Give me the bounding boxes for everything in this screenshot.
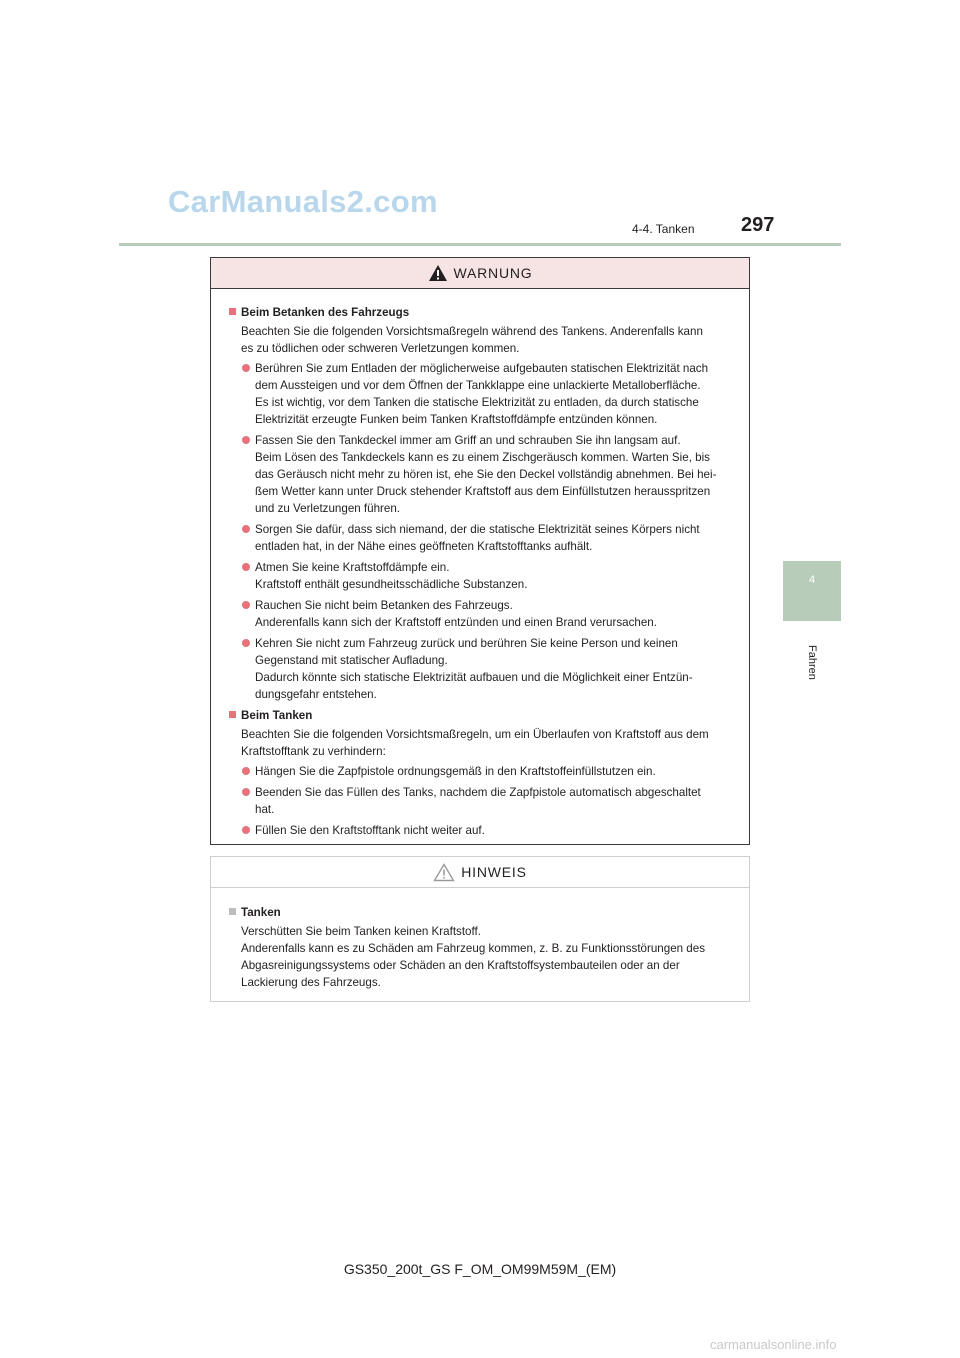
text-line: dungsgefahr entstehen. — [255, 688, 377, 701]
round-bullet-icon — [242, 525, 250, 533]
warning-title: WARNUNG — [453, 265, 533, 281]
warning-body — [211, 289, 749, 839]
round-bullet-icon — [242, 826, 250, 834]
text-line: Es ist wichtig, vor dem Tanken die statische Elektrizität zu entladen, da durch statische — [255, 396, 699, 409]
warning-intro — [229, 726, 743, 760]
round-bullet-icon — [242, 364, 250, 372]
text-line: dem Aussteigen und vor dem Öffnen der Tankklappe eine unlackierte Metalloberfläche. — [255, 379, 701, 392]
round-bullet-icon — [242, 436, 250, 444]
warning-bullet-item — [229, 597, 743, 631]
round-bullet-icon — [242, 601, 250, 609]
text-line: ßem Wetter kann unter Druck stehender Kraftstoff aus dem Einfüllstutzen herausspritzen — [255, 485, 711, 498]
text-line: Beenden Sie das Füllen des Tanks, nachdem die Zapfpistole automatisch abgeschaltet — [255, 786, 701, 799]
notice-heading: Tanken — [229, 904, 743, 921]
text-line: Anderenfalls kann sich der Kraftstoff entzünden und einen Brand verursachen. — [255, 616, 657, 629]
text-line: Beachten Sie die folgenden Vorsichtsmaßregeln während des Tankens. Anderenfalls kann — [241, 325, 703, 338]
notice-header — [211, 857, 749, 888]
chapter-number: 4 — [808, 574, 816, 586]
text-line: Hängen Sie die Zapfpistole ordnungsgemäß in den Kraftstoffeinfüllstutzen ein. — [255, 765, 656, 778]
round-bullet-icon — [242, 788, 250, 796]
square-bullet-icon — [229, 908, 236, 915]
warning-bullet-item — [229, 432, 743, 517]
watermark: carmanualsonline.info — [710, 1337, 837, 1352]
square-bullet-icon — [229, 308, 236, 315]
text-line: Elektrizität erzeugte Funken beim Tanken Kraftstoffdämpfe entzünden können. — [255, 413, 658, 426]
warning-bullet-item — [229, 360, 743, 428]
square-bullet-icon — [229, 711, 236, 718]
chapter-label: Fahren — [806, 645, 818, 680]
text-line: Gegenstand mit statischer Aufladung. — [255, 654, 448, 667]
round-bullet-icon — [242, 767, 250, 775]
text-line: Fassen Sie den Tankdeckel immer am Griff an und schrauben Sie ihn langsam auf. — [255, 434, 681, 447]
warning-box — [210, 257, 750, 845]
text-line: Dadurch könnte sich statische Elektrizität aufbauen und die Möglichkeit einer Entzün- — [255, 671, 693, 684]
text-line: Berühren Sie zum Entladen der möglicherweise aufgebauten statischen Elektrizität nach — [255, 362, 709, 375]
round-bullet-icon — [242, 563, 250, 571]
text-line: hat. — [255, 803, 275, 816]
text-line: Beachten Sie die folgenden Vorsichtsmaßregeln, um ein Überlaufen von Kraftstoff aus dem — [241, 728, 709, 741]
document-code: GS350_200t_GS F_OM_OM99M59M_(EM) — [343, 1261, 617, 1277]
warning-header — [211, 258, 749, 289]
text-line: Atmen Sie keine Kraftstoffdämpfe ein. — [255, 561, 450, 574]
header-rule — [119, 243, 841, 246]
text-line: Kraftstoff enthält gesundheitsschädliche Substanzen. — [255, 578, 528, 591]
page-number: 297 — [741, 214, 775, 236]
notice-body — [211, 888, 749, 991]
text-line: das Geräusch nicht mehr zu hören ist, ehe Sie den Deckel vollständig abnehmen. Bei hei- — [255, 468, 717, 481]
text-line: Kehren Sie nicht zum Fahrzeug zurück und berühren Sie keine Person und keinen — [255, 637, 678, 650]
warning-bullet-item — [229, 521, 743, 555]
warning-intro — [229, 323, 743, 357]
site-logo: CarManuals2.com — [168, 184, 438, 219]
text-line: Beim Lösen des Tankdeckels kann es zu einem Zischgeräusch kommen. Warten Sie, bis — [255, 451, 710, 464]
warning-section-heading: Beim Betanken des Fahrzeugs — [229, 304, 743, 321]
text-line: Verschütten Sie beim Tanken keinen Kraftstoff. — [241, 925, 481, 938]
warning-bullet-item — [229, 784, 743, 818]
text-line: Sorgen Sie dafür, dass sich niemand, der die statische Elektrizität seines Körpers nicht — [255, 523, 700, 536]
warning-bullet-item — [229, 822, 743, 839]
text-line: Lackierung des Fahrzeugs. — [241, 976, 381, 989]
text-line: Anderenfalls kann es zu Schäden am Fahrzeug kommen, z. B. zu Funktionsstörungen des — [241, 942, 706, 955]
warning-section-heading: Beim Tanken — [229, 707, 743, 724]
text-line: es zu tödlichen oder schweren Verletzungen kommen. — [241, 342, 520, 355]
text-line: Füllen Sie den Kraftstofftank nicht weiter auf. — [255, 824, 485, 837]
section-title: 4-4. Tanken — [632, 222, 695, 236]
round-bullet-icon — [242, 639, 250, 647]
warning-triangle-icon — [428, 264, 448, 282]
text-line: Abgasreinigungssystems oder Schäden an den Kraftstoffsystembauteilen oder an der — [241, 959, 680, 972]
warning-bullet-item — [229, 763, 743, 780]
chapter-tab — [783, 561, 841, 621]
text-line: entladen hat, in der Nähe eines geöffneten Kraftstofftanks aufhält. — [255, 540, 593, 553]
text-line: und zu Verletzungen führen. — [255, 502, 401, 515]
text-line: Rauchen Sie nicht beim Betanken des Fahrzeugs. — [255, 599, 513, 612]
notice-title: HINWEIS — [461, 864, 527, 880]
notice-text — [229, 923, 743, 991]
notice-box — [210, 856, 750, 1002]
warning-bullet-item — [229, 635, 743, 703]
warning-bullet-item — [229, 559, 743, 593]
text-line: Kraftstofftank zu verhindern: — [241, 745, 386, 758]
caution-triangle-icon — [433, 863, 455, 882]
